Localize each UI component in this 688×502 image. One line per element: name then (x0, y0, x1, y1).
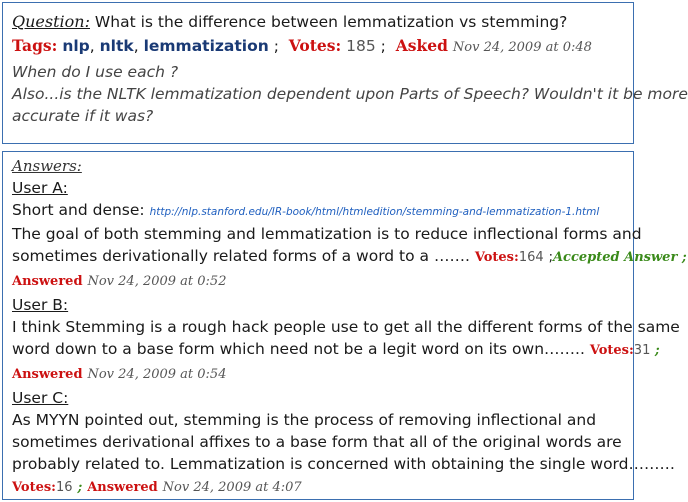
answer-a-date: Nov 24, 2009 at 0:52 (87, 274, 227, 289)
answer-c-user[interactable]: User C: (12, 389, 69, 407)
tag-nlp[interactable]: nlp (62, 37, 90, 55)
answer-b-user-line (12, 294, 625, 316)
answer-a-votes-count: 164 (518, 250, 544, 265)
answer-b-meta-line (12, 362, 625, 386)
asked-label: Asked (395, 36, 448, 55)
answer-c-text-line: probably related to. Lemmatization is concerned with obtaining the single word……… (12, 455, 675, 473)
question-meta-line: Tags: nlp, nltk, lemmatization ; Votes: 185 ; Asked Nov 24, 2009 at 0:48 (12, 36, 592, 55)
answer-a-text-line: The goal of both stemming and lemmatization is to reduce inflectional forms and (12, 225, 642, 243)
answer-b-user[interactable]: User B: (12, 296, 69, 314)
tags-label: Tags: (12, 36, 58, 55)
answer-c-votes-count: 16 (55, 480, 73, 495)
answer-c-text-line: As MYYN pointed out, stemming is the process of removing inflectional and (12, 411, 597, 429)
answer-a-votes-label: Votes: (474, 250, 519, 265)
answer-a-link[interactable]: http://nlp.stanford.edu/IR-book/html/htmledition/stemming-and-lemmatization-1.html (149, 206, 600, 218)
question-body-line: accurate if it was? (12, 107, 154, 125)
question-votes-count: 185 (346, 37, 376, 55)
question-panel (2, 2, 688, 144)
answer-a-lead-line (12, 199, 625, 223)
question-label: Question: (12, 12, 90, 31)
answers-label (12, 155, 625, 177)
answer-b-date: Nov 24, 2009 at 0:54 (87, 367, 227, 382)
answer-b-text: word down to a base form which need not be a legit word on its own…….. (12, 340, 585, 358)
answers-heading: Answers: (12, 157, 82, 175)
answer-c-votes-label: Votes: (12, 480, 56, 495)
question-body-line: When do I use each ? (12, 63, 179, 81)
answer-a-user[interactable]: User A: (12, 179, 68, 197)
answer-c-user-line (12, 387, 625, 409)
answer-b-text-line: I think Stemming is a rough hack people use to get all the different forms of the same (12, 318, 680, 336)
answer-a-text: sometimes derivationally related forms of a word to a ……. (12, 247, 470, 265)
answer-a-text-line: sometimes derivationally related forms of a word to a ……. Votes:164 ;Accepted Answer ; (12, 247, 687, 265)
answer-b-text-line: word down to a base form which need not be a legit word on its own…….. Votes:31 ; (12, 340, 660, 358)
question-body-line: Also...is the NLTK lemmatization dependent upon Parts of Speech? Wouldn't it be more (12, 85, 688, 103)
question-votes-label: Votes: (288, 36, 342, 55)
accepted-answer-badge: Accepted Answer (552, 250, 678, 265)
answer-b-votes-count: 31 (633, 343, 651, 358)
asked-date: Nov 24, 2009 at 0:48 (452, 40, 592, 55)
tag-nltk[interactable]: nltk (99, 37, 134, 55)
answer-a-lead: Short and dense: (12, 201, 145, 219)
answer-a-answered-label: Answered (12, 274, 83, 289)
answer-b-votes-label: Votes: (589, 343, 634, 358)
answer-a-user-line (12, 177, 625, 199)
answer-c-meta-line: Votes:16 ; Answered Nov 24, 2009 at 4:07 (12, 480, 302, 495)
question-title-line (12, 11, 625, 33)
answers-panel (2, 151, 687, 500)
answer-c-answered-label: Answered (87, 480, 158, 495)
question-title: What is the difference between lemmatization vs stemming? (94, 13, 568, 31)
answer-c-date: Nov 24, 2009 at 4:07 (162, 480, 302, 495)
tag-lemmatization[interactable]: lemmatization (143, 37, 269, 55)
answer-c-text-line: sometimes derivational affixes to a base form that all of the original words are (12, 433, 622, 451)
answer-b-answered-label: Answered (12, 367, 83, 382)
answer-a-meta-line (12, 269, 625, 293)
